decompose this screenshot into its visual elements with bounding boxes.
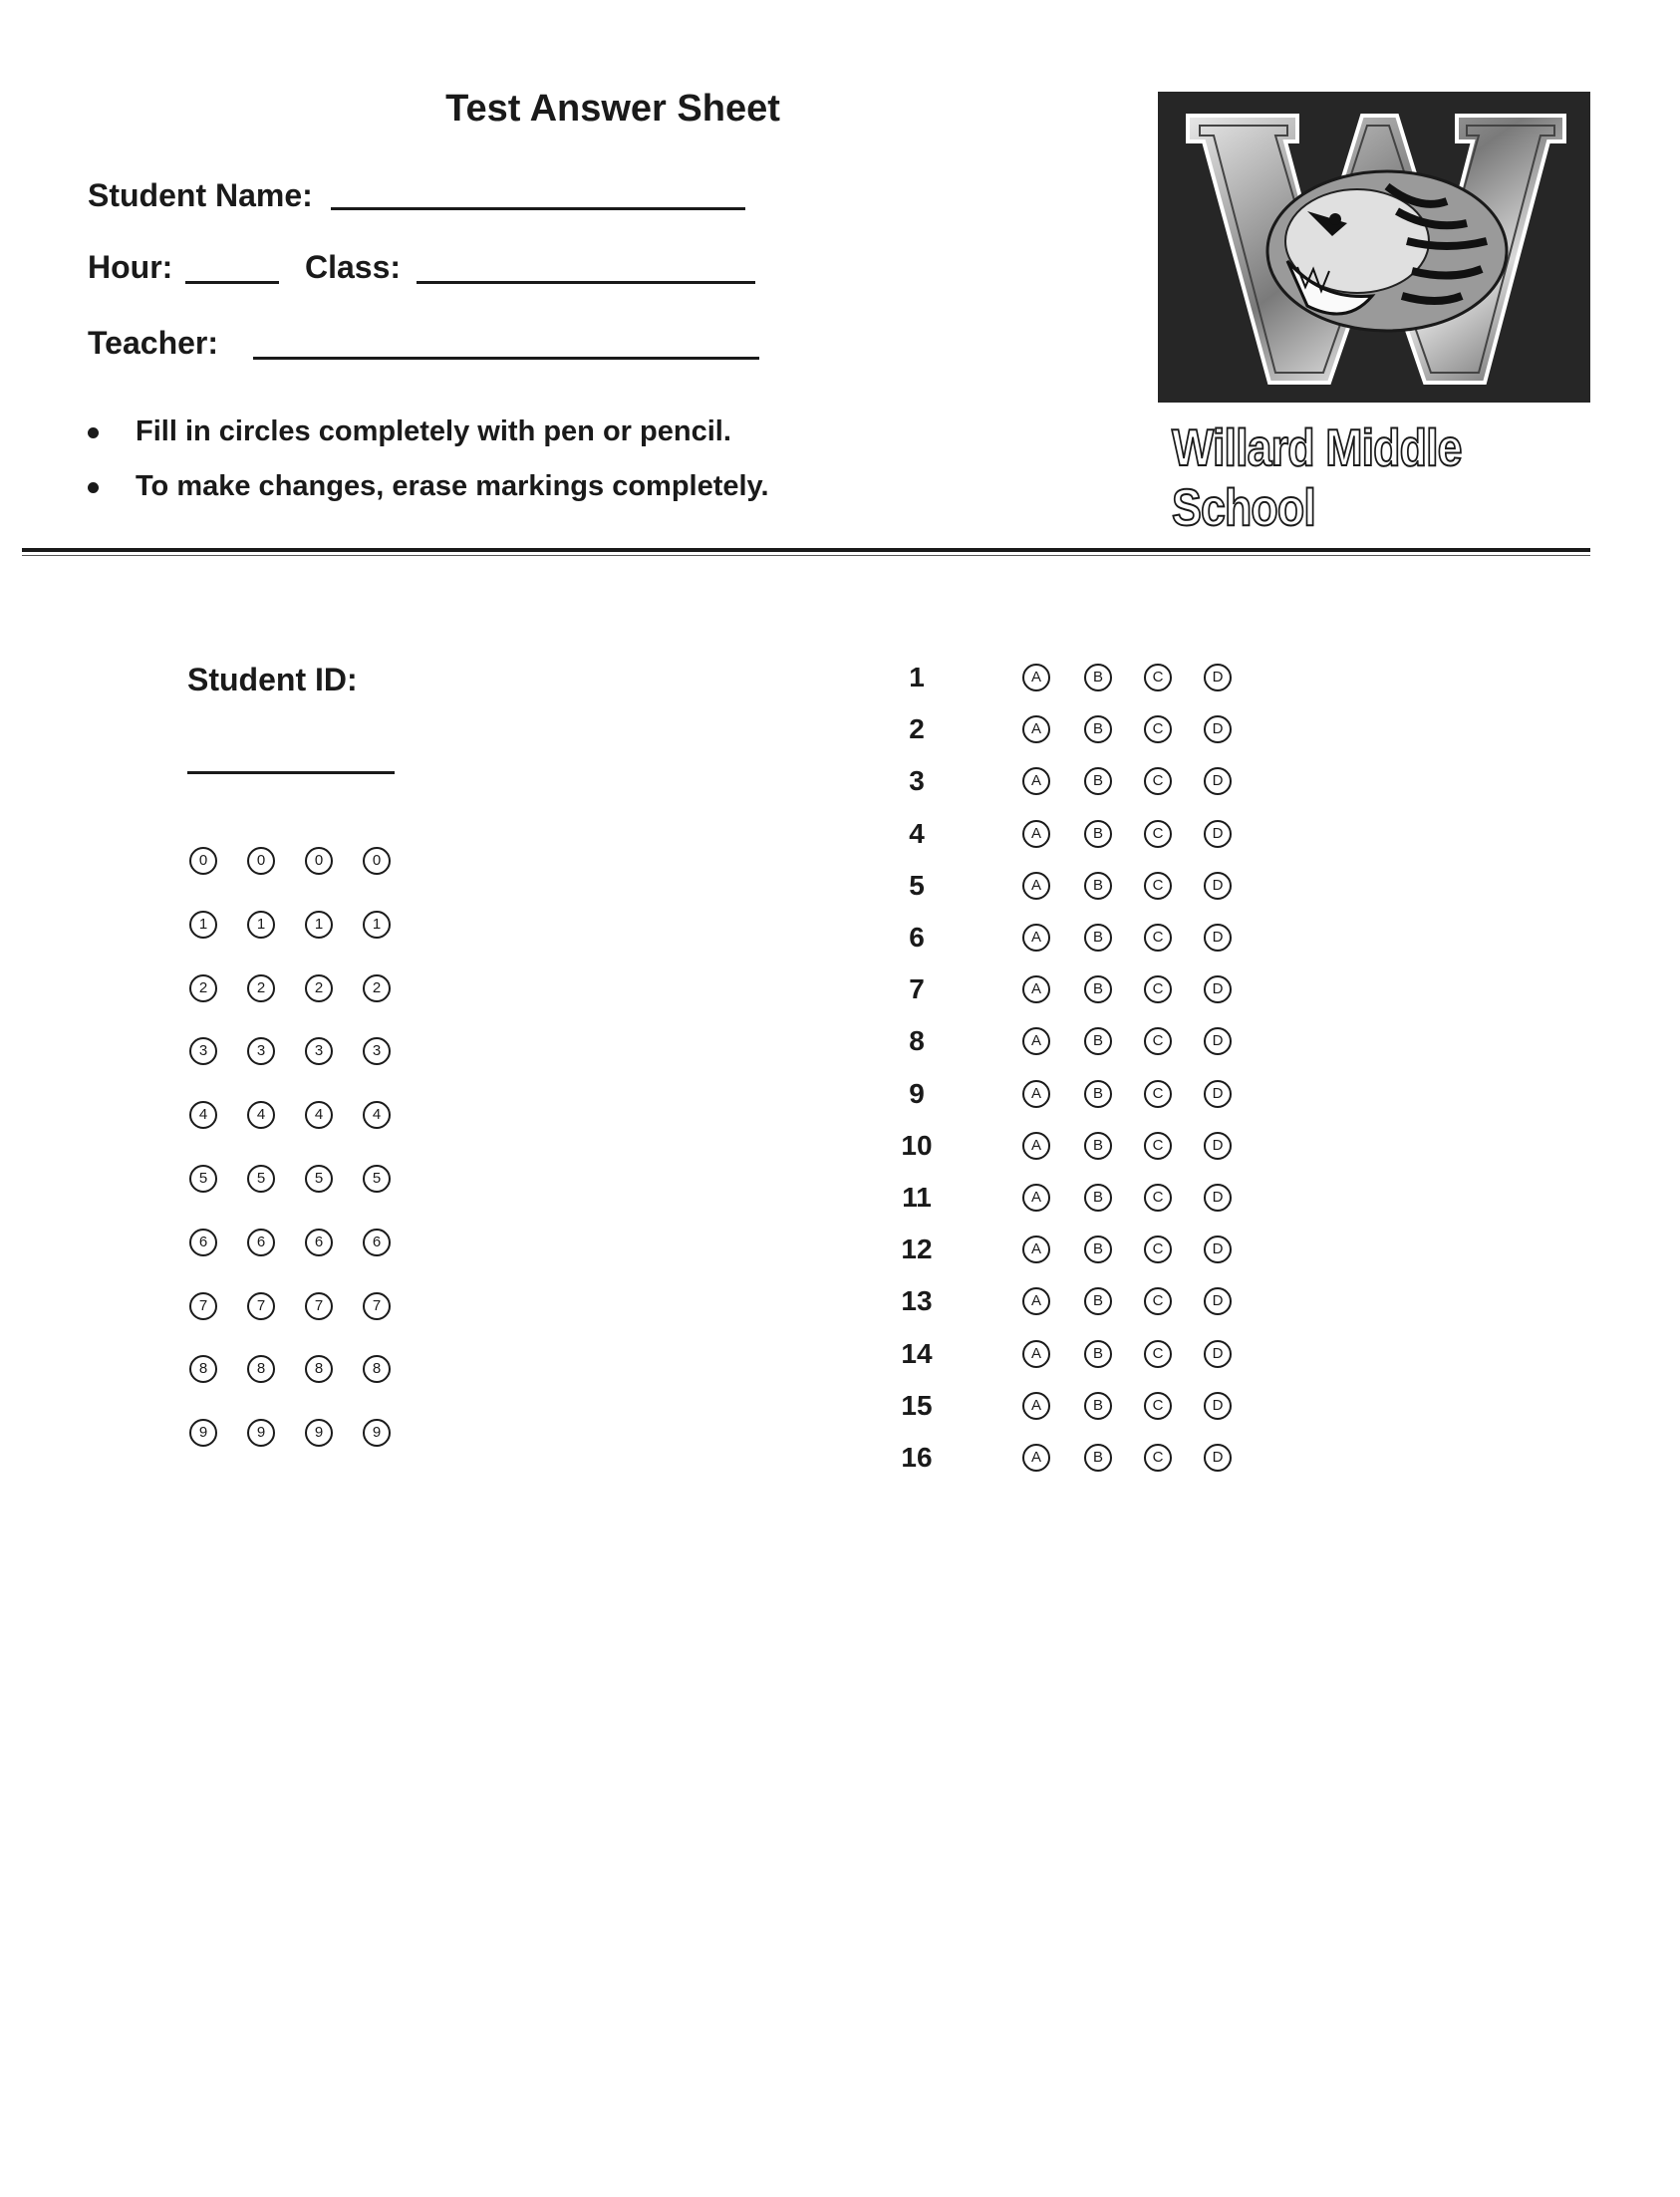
teacher-field[interactable]: [253, 357, 759, 360]
answer-bubble-a[interactable]: A: [1022, 1184, 1050, 1212]
answer-bubble-d[interactable]: D: [1204, 1287, 1232, 1315]
id-digit-bubble[interactable]: 6: [363, 1229, 391, 1256]
answer-bubble-a[interactable]: A: [1022, 1236, 1050, 1263]
answer-bubble-d[interactable]: D: [1204, 872, 1232, 900]
student-name-field[interactable]: [331, 207, 745, 210]
answer-bubble-c[interactable]: C: [1144, 1080, 1172, 1108]
id-digit-bubble[interactable]: 7: [305, 1292, 333, 1320]
answer-bubble-c[interactable]: C: [1144, 664, 1172, 691]
id-digit-bubble[interactable]: 6: [305, 1229, 333, 1256]
id-digit-bubble[interactable]: 3: [363, 1037, 391, 1065]
answer-bubble-b[interactable]: B: [1084, 924, 1112, 952]
answer-bubble-d[interactable]: D: [1204, 1184, 1232, 1212]
answer-bubble-d[interactable]: D: [1204, 1392, 1232, 1420]
answer-bubble-b[interactable]: B: [1084, 1340, 1112, 1368]
id-digit-bubble[interactable]: 1: [363, 911, 391, 939]
id-digit-bubble[interactable]: 2: [189, 974, 217, 1002]
id-digit-bubble[interactable]: 0: [305, 847, 333, 875]
answer-bubble-c[interactable]: C: [1144, 872, 1172, 900]
tiger-w-logo-icon: [1158, 92, 1590, 403]
id-digit-bubble[interactable]: 0: [363, 847, 391, 875]
answer-bubble-a[interactable]: A: [1022, 1132, 1050, 1160]
question-number: 12: [901, 1234, 933, 1265]
question-number: 15: [901, 1389, 933, 1421]
answer-bubble-c[interactable]: C: [1144, 975, 1172, 1003]
answer-bubble-b[interactable]: B: [1084, 872, 1112, 900]
divider-thin: [22, 555, 1590, 556]
id-digit-bubble[interactable]: 5: [363, 1165, 391, 1193]
answer-bubble-b[interactable]: B: [1084, 1287, 1112, 1315]
answer-bubble-c[interactable]: C: [1144, 1444, 1172, 1472]
answer-bubble-c[interactable]: C: [1144, 715, 1172, 743]
id-digit-bubble[interactable]: 9: [247, 1419, 275, 1447]
answer-bubble-d[interactable]: D: [1204, 1340, 1232, 1368]
answer-bubble-c[interactable]: C: [1144, 1236, 1172, 1263]
answer-bubble-a[interactable]: A: [1022, 975, 1050, 1003]
answer-bubble-a[interactable]: A: [1022, 1027, 1050, 1055]
answer-bubble-b[interactable]: B: [1084, 975, 1112, 1003]
answer-bubble-c[interactable]: C: [1144, 820, 1172, 848]
id-digit-bubble[interactable]: 7: [363, 1292, 391, 1320]
id-digit-bubble[interactable]: 5: [247, 1165, 275, 1193]
id-digit-bubble[interactable]: 8: [305, 1355, 333, 1383]
teacher-label: Teacher:: [88, 325, 219, 361]
answer-bubble-d[interactable]: D: [1204, 924, 1232, 952]
answer-bubble-d[interactable]: D: [1204, 975, 1232, 1003]
id-digit-bubble[interactable]: 4: [189, 1101, 217, 1129]
answer-bubble-c[interactable]: C: [1144, 1027, 1172, 1055]
id-digit-bubble[interactable]: 8: [363, 1355, 391, 1383]
class-label: Class:: [305, 249, 402, 285]
id-digit-bubble[interactable]: 5: [189, 1165, 217, 1193]
question-number: 14: [901, 1337, 933, 1369]
answer-bubble-d[interactable]: D: [1204, 1444, 1232, 1472]
student-id-field[interactable]: [187, 771, 395, 774]
answer-bubble-d[interactable]: D: [1204, 767, 1232, 795]
divider: [22, 548, 1590, 552]
id-digit-bubble[interactable]: 8: [247, 1355, 275, 1383]
answer-bubble-b[interactable]: B: [1084, 1392, 1112, 1420]
answer-bubble-b[interactable]: B: [1084, 1080, 1112, 1108]
id-digit-bubble[interactable]: 4: [247, 1101, 275, 1129]
hour-label: Hour:: [88, 249, 173, 285]
answer-bubble-a[interactable]: A: [1022, 1340, 1050, 1368]
answer-bubble-a[interactable]: A: [1022, 1287, 1050, 1315]
answer-bubble-a[interactable]: A: [1022, 1080, 1050, 1108]
id-digit-bubble[interactable]: 4: [305, 1101, 333, 1129]
answer-bubble-b[interactable]: B: [1084, 715, 1112, 743]
answer-bubble-a[interactable]: A: [1022, 820, 1050, 848]
question-number: 10: [901, 1129, 933, 1161]
id-digit-bubble[interactable]: 1: [305, 911, 333, 939]
answer-bubble-c[interactable]: C: [1144, 1287, 1172, 1315]
answer-bubble-d[interactable]: D: [1204, 820, 1232, 848]
answer-bubble-a[interactable]: A: [1022, 767, 1050, 795]
id-digit-bubble[interactable]: 0: [189, 847, 217, 875]
id-digit-bubble[interactable]: 8: [189, 1355, 217, 1383]
question-number: 9: [909, 1077, 925, 1109]
answer-bubble-c[interactable]: C: [1144, 767, 1172, 795]
id-digit-bubble[interactable]: 1: [247, 911, 275, 939]
answer-bubble-c[interactable]: C: [1144, 1392, 1172, 1420]
answer-bubble-b[interactable]: B: [1084, 820, 1112, 848]
instruction-erase: To make changes, erase markings completely.: [136, 470, 769, 502]
bullet-dot: [88, 482, 99, 493]
id-digit-bubble[interactable]: 9: [363, 1419, 391, 1447]
answer-bubble-b[interactable]: B: [1084, 1027, 1112, 1055]
id-digit-bubble[interactable]: 7: [247, 1292, 275, 1320]
id-digit-bubble[interactable]: 9: [189, 1419, 217, 1447]
id-digit-bubble[interactable]: 3: [189, 1037, 217, 1065]
page-title: Test Answer Sheet: [445, 88, 780, 130]
answer-bubble-b[interactable]: B: [1084, 1184, 1112, 1212]
id-digit-bubble[interactable]: 2: [247, 974, 275, 1002]
id-digit-bubble[interactable]: 4: [363, 1101, 391, 1129]
question-number: 1: [909, 662, 925, 692]
answer-bubble-b[interactable]: B: [1084, 1444, 1112, 1472]
answer-bubble-d[interactable]: D: [1204, 1236, 1232, 1263]
id-digit-bubble[interactable]: 6: [189, 1229, 217, 1256]
answer-bubble-d[interactable]: D: [1204, 1132, 1232, 1160]
answer-bubble-c[interactable]: C: [1144, 924, 1172, 952]
question-number: 7: [909, 973, 925, 1005]
question-number: 16: [901, 1442, 933, 1473]
answer-bubble-b[interactable]: B: [1084, 1132, 1112, 1160]
answer-bubble-a[interactable]: A: [1022, 924, 1050, 952]
student-name-label: Student Name:: [88, 177, 313, 213]
question-number: 3: [909, 765, 925, 797]
instruction-fill: Fill in circles completely with pen or pencil.: [136, 415, 731, 447]
answer-bubble-a[interactable]: A: [1022, 715, 1050, 743]
id-digit-bubble[interactable]: 0: [247, 847, 275, 875]
answer-bubble-c[interactable]: C: [1144, 1340, 1172, 1368]
id-digit-bubble[interactable]: 1: [189, 911, 217, 939]
id-digit-bubble[interactable]: 3: [247, 1037, 275, 1065]
question-number: 2: [909, 713, 925, 745]
id-digit-bubble[interactable]: 2: [305, 974, 333, 1002]
bullet-dot: [88, 427, 99, 438]
answer-bubble-a[interactable]: A: [1022, 872, 1050, 900]
answer-bubble-b[interactable]: B: [1084, 767, 1112, 795]
student-id-label: Student ID:: [187, 662, 358, 697]
question-number: 11: [902, 1182, 932, 1213]
question-number: 4: [909, 817, 925, 849]
answer-bubble-d[interactable]: D: [1204, 1080, 1232, 1108]
school-name: Willard Middle School: [1172, 419, 1462, 537]
answer-bubble-d[interactable]: D: [1204, 664, 1232, 691]
answer-bubble-c[interactable]: C: [1144, 1132, 1172, 1160]
answer-bubble-c[interactable]: C: [1144, 1184, 1172, 1212]
id-digit-bubble[interactable]: 9: [305, 1419, 333, 1447]
answer-bubble-d[interactable]: D: [1204, 1027, 1232, 1055]
question-number: 8: [909, 1025, 925, 1057]
id-digit-bubble[interactable]: 6: [247, 1229, 275, 1256]
id-digit-bubble[interactable]: 7: [189, 1292, 217, 1320]
answer-bubble-a[interactable]: A: [1022, 1444, 1050, 1472]
answer-bubble-d[interactable]: D: [1204, 715, 1232, 743]
question-number: 5: [909, 869, 925, 901]
class-field[interactable]: [417, 281, 755, 284]
answer-bubble-a[interactable]: A: [1022, 1392, 1050, 1420]
id-digit-bubble[interactable]: 2: [363, 974, 391, 1002]
answer-bubble-a[interactable]: A: [1022, 664, 1050, 691]
hour-field[interactable]: [185, 281, 279, 284]
question-number: 13: [901, 1285, 933, 1317]
school-logo: [1158, 92, 1590, 403]
id-digit-bubble[interactable]: 5: [305, 1165, 333, 1193]
answer-bubble-b[interactable]: B: [1084, 664, 1112, 691]
question-number: 6: [909, 922, 925, 953]
answer-bubble-b[interactable]: B: [1084, 1236, 1112, 1263]
id-digit-bubble[interactable]: 3: [305, 1037, 333, 1065]
